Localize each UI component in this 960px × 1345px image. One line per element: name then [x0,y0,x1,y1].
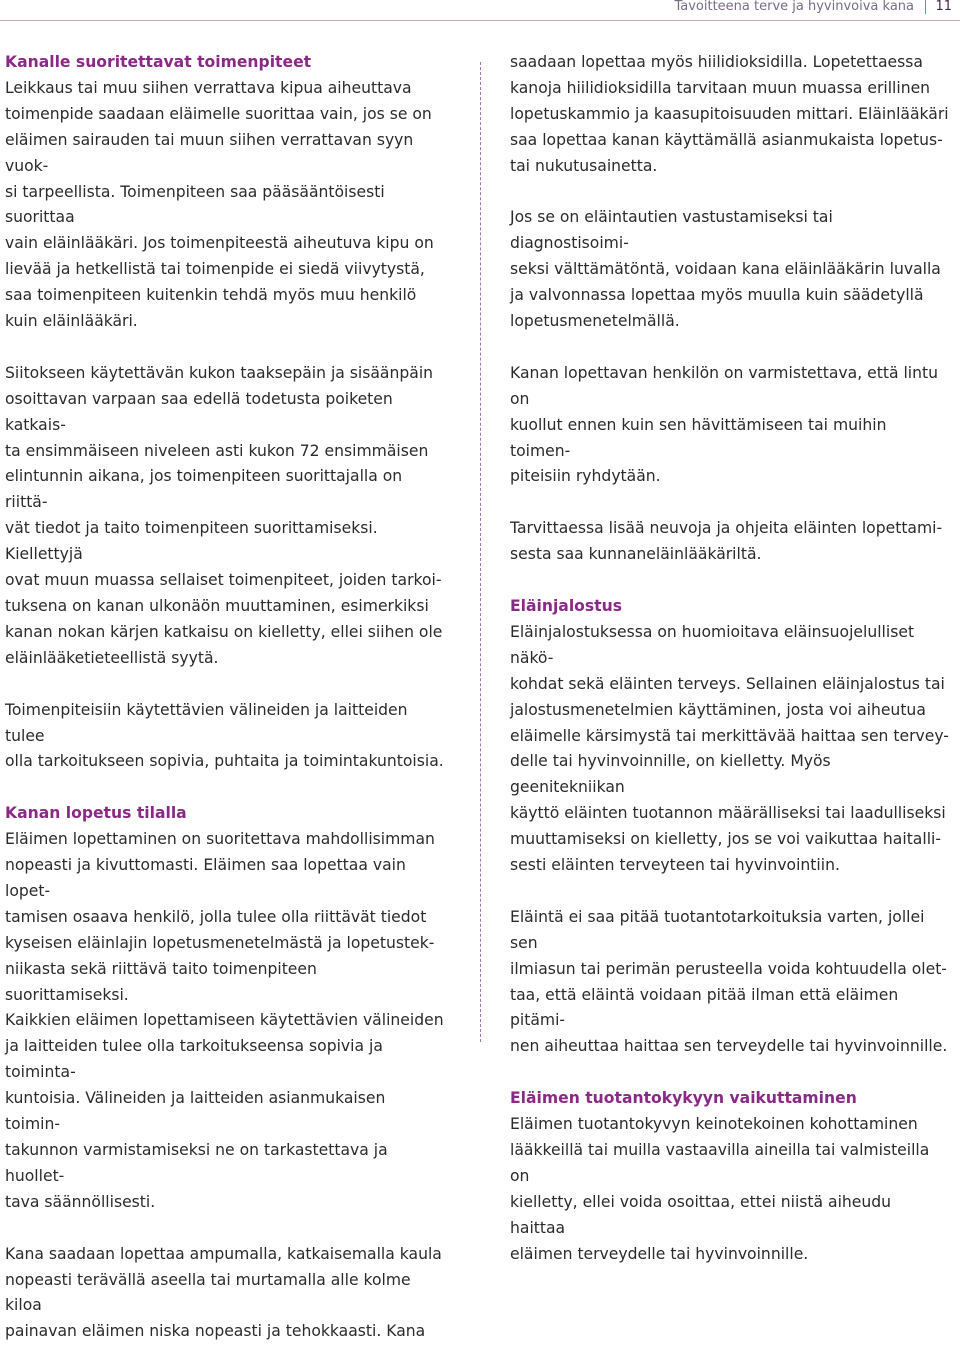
section-heading-breeding: Eläinjalostus [510,596,623,615]
paragraph: Eläimen lopettaminen on suoritettava mahdollisimman nopeasti ja kivuttomasti. Eläimen saa lopettaa vain lopet- tamisen osaava henkilö, jolla tulee olla riittävät tiedot kyseisen eläinlajin lopetusmenetelmästä ja lopetustek- niikasta sekä riittävä taito toimenpiteen suorittamiseksi. Kaikkien eläimen lopettamiseen käytettävien välineiden ja laitteiden tulee olla tarkoitukseensa sopivia ja toiminta- kuntoisia. Välineiden ja laitteiden asianmukaisen toimin- takunnon varmistamiseksi ne on tarkastettava ja huollet- tava säännöllisesti. [5,830,444,1211]
paragraph: Kanan lopettavan henkilön on varmistettava, että lintu on kuollut ennen kuin sen hävittämiseen tai muihin toimen- piteisiin ryhdytään. [510,363,939,486]
right-column [510,50,950,1268]
paragraph: Siitokseen käytettävän kukon taaksepäin ja sisäänpäin osoittavan varpaan saa edellä todetusta poiketen katkais- ta ensimmäiseen niveleen asti kukon 72 ensimmäisen elintunnin aikana, jos toimenpiteen suorittajalla on riittä- vät tiedot ja taito toimenpiteen suorittamiseksi. Kiellettyjä ovat muun muassa sellaiset toimenpiteet, joiden tarkoi- tuksena on kanan ulkonäön muuttaminen, esimerkiksi kanan nokan kärjen katkaisu on kielletty, ellei siihen ole eläinlääketieteellistä syytä. [5,363,443,667]
header-separator [925,0,926,14]
paragraph: Eläimen tuotantokyvyn keinotekoinen kohottaminen lääkkeillä tai muilla vastaavilla aineilla tai valmisteilla on kielletty, ellei voida osoittaa, ettei niistä aiheudu haittaa eläimen terveydelle tai hyvinvoinnille. [510,1115,930,1263]
paragraph: Leikkaus tai muu siihen verrattava kipua aiheuttava toimenpide saadaan eläimelle suorittaa vain, jos se on eläimen sairauden tai muun siihen verrattavan syyn vuok- si tarpeellista. Toimenpiteen saa pääsääntöisesti suorittaa vain eläinlääkäri. Jos toimenpiteestä aiheutuva kipu on lievää ja hetkellistä tai toimenpide ei siedä viivytystä, saa toimenpiteen kuitenkin tehdä myös muu henkilö kuin eläinlääkäri. [5,78,434,331]
section-heading-procedures: Kanalle suoritettavat toimenpiteet [5,53,312,71]
paragraph: Kana saadaan lopettaa ampumalla, katkaisemalla kaula nopeasti terävällä aseella tai murtamalla alle kolme kiloa painavan eläimen niska nopeasti ja tehokkaasti. Kana [5,1244,442,1341]
left-column [5,50,445,1345]
paragraph: saadaan lopettaa myös hiilidioksidilla. Lopetettaessa kanoja hiilidioksidilla tarvitaan muun muassa erillinen lopetuskammio ja kaasupitoisuuden mittari. Eläinlääkäri saa lopettaa kanan käyttämällä asianmukaista lopetus- tai nukutusainetta. [510,53,949,175]
paragraph: Toimenpiteisiin käytettävien välineiden ja laitteiden tulee olla tarkoitukseen sopivia, puhtaita ja toimintakuntoisia. [5,700,444,771]
column-divider [480,62,481,1042]
paragraph: Jos se on eläintautien vastustamiseksi tai diagnostisoimi- seksi välttämätöntä, voidaan kana eläinlääkärin luvalla ja valvonnassa lopettaa myös muulla kuin säädetyllä lopetusmenetelmällä. [510,208,941,331]
page-header [0,0,960,20]
running-title: Tavoitteena terve ja hyvinvoiva kana [674,0,914,14]
paragraph: Tarvittaessa lisää neuvoja ja ohjeita eläinten lopettami- sesta saa kunnaneläinlääkäriltä. [510,519,943,564]
header-rule [0,20,960,21]
paragraph: Eläinjalostuksessa on huomioitava eläinsuojelulliset näkö- kohdat sekä eläinten terveys. Sellainen eläinjalostus tai jalostusmenetelmien käyttäminen, josta voi aiheutua eläimelle kärsimystä tai merkittävää haittaa sen tervey- delle tai hyvinvoinnille, on kielletty. Myös geenitekniikan käyttö eläinten tuotannon määrälliseksi tai laadulliseksi muuttamiseksi on kielletty, jos se voi vaikuttaa haitalli- sesti eläinten terveyteen tai hyvinvointiin. [510,622,949,875]
section-heading-euthanasia: Kanan lopetus tilalla [5,804,187,823]
section-heading-productivity: Eläimen tuotantokykyyn vaikuttaminen [510,1089,857,1108]
page-number: 11 [935,0,952,14]
paragraph: Eläintä ei saa pitää tuotantotarkoituksia varten, jollei sen ilmiasun tai perimän perusteella voida kohtuudella olet- taa, että eläintä voidaan pitää ilman että eläimen pitämi- nen aiheuttaa haittaa sen terveydelle tai hyvinvoinnille. [510,907,948,1056]
